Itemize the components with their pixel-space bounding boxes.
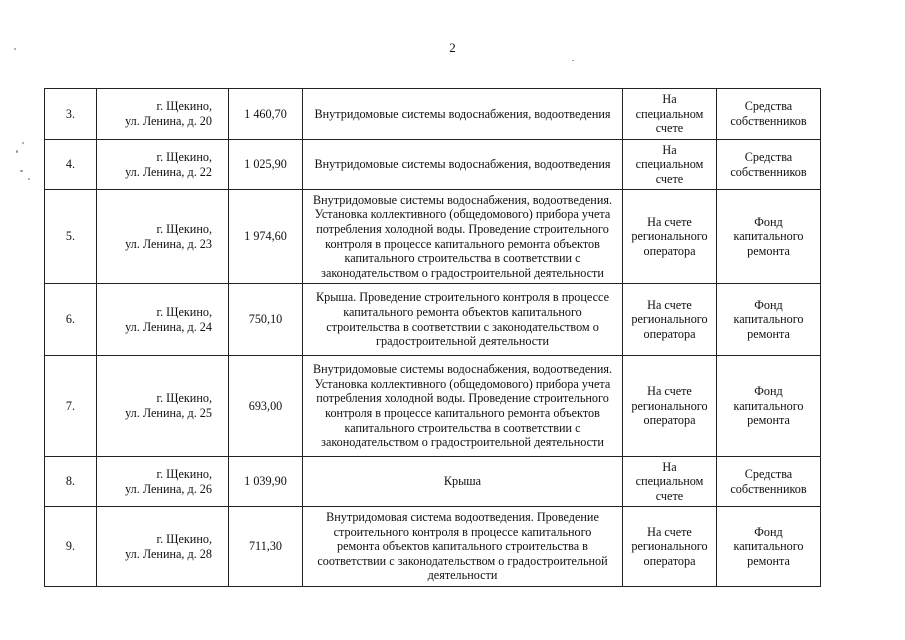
works-cell [303,190,623,284]
funding-source-cell-line: собственников [730,481,807,496]
funding-source-cell-line: собственников [730,114,807,128]
table-body [45,89,821,587]
funding-source-cell [717,190,821,284]
address-cell-line: г. Щекино, [156,149,212,164]
account-cell [623,190,717,284]
funding-source-cell-line: Средства [744,99,793,114]
address-cell-line: ул. Ленина, д. 22 [125,164,212,179]
funding-source-cell-line: Средства [744,466,793,481]
repair-works-table [44,88,821,587]
area-cell: 711,30 [229,507,303,587]
account-cell [623,457,717,507]
address-cell-line: ул. Ленина, д. 28 [125,546,212,561]
funding-source-cell-line: Фонд [754,524,783,539]
account-cell-line: На счете [647,297,692,312]
account-cell-line: счете [655,488,684,503]
account-cell-line: специальном [635,474,704,489]
address-cell-line: г. Щекино, [156,304,212,319]
account-cell-line: регионального [631,229,708,244]
area-cell: 693,00 [229,356,303,457]
works-cell-line: законодательством о градостроительной деятельности [321,265,604,280]
row-number: 3. [45,89,97,140]
account-cell-line: На [662,459,677,474]
address-cell [97,507,229,587]
works-cell-line: Внутридомовые системы водоснабжения, водоотведения. [313,362,612,377]
area-cell: 1 974,60 [229,190,303,284]
account-cell-line: оператора [643,326,696,341]
address-cell-line: ул. Ленина, д. 26 [125,481,212,496]
address-cell [97,457,229,507]
account-cell-line: На счете [647,524,692,539]
area-cell: 1 039,90 [229,457,303,507]
address-cell [97,89,229,140]
account-cell-line: регионального [631,398,708,413]
table-row [45,284,821,356]
account-cell-line: оператора [643,553,696,568]
funding-source-cell [717,284,821,356]
works-cell-line: деятельности [427,568,498,583]
funding-source-cell-line: собственников [730,164,807,179]
funding-source-cell-line: ремонта [747,326,790,341]
account-cell-line: счете [655,171,684,186]
works-cell-line: Крыша [443,474,482,489]
funding-source-cell-line: ремонта [747,243,790,258]
address-cell-line: ул. Ленина, д. 20 [125,114,212,128]
address-cell-line: г. Щекино, [156,221,212,236]
works-cell-line: градостроительной деятельности [375,334,550,349]
table-row [45,457,821,507]
funding-source-cell-line: Средства [744,149,793,164]
area-cell: 1 025,90 [229,140,303,190]
account-cell-line: На счете [647,214,692,229]
works-cell-line: потребления холодной воды. Проведение строительного [316,221,609,236]
address-cell [97,284,229,356]
funding-source-cell-line: Фонд [754,297,783,312]
works-cell [303,284,623,356]
address-cell-line: г. Щекино, [156,531,212,546]
address-cell-line: ул. Ленина, д. 23 [125,236,212,251]
address-cell [97,190,229,284]
row-number: 6. [45,284,97,356]
works-cell-line: соответствии с законодательством о градостроительной [317,553,608,568]
table-row [45,140,821,190]
address-cell [97,356,229,457]
works-cell-line: Внутридомовые системы водоснабжения, водоотведения. [313,192,612,207]
funding-source-cell [717,140,821,190]
funding-source-cell-line: ремонта [747,553,790,568]
funding-source-cell-line: капитального [733,312,804,327]
works-cell-line: Установка коллективного (общедомового) прибора учета [314,376,611,391]
funding-source-cell-line: капитального [733,229,804,244]
account-cell-line: На счете [647,384,692,399]
works-cell-line: строительного контроля в процессе капитального [333,524,592,539]
account-cell [623,140,717,190]
account-cell [623,89,717,140]
works-cell-line: капитального строительства в соответствии с [344,420,581,435]
works-cell-line: капитального ремонта объектов капитального [343,304,582,319]
account-cell-line: счете [655,121,684,136]
address-cell [97,140,229,190]
account-cell-line: регионального [631,312,708,327]
account-cell-line: регионального [631,539,708,554]
funding-source-cell [717,457,821,507]
funding-source-cell-line: ремонта [747,413,790,428]
area-cell: 1 460,70 [229,89,303,140]
works-cell-line: ремонта объектов капитального строительства в [337,539,588,554]
funding-source-cell-line: капитального [733,539,804,554]
address-cell-line: ул. Ленина, д. 24 [125,319,212,334]
funding-source-cell-line: капитального [733,398,804,413]
works-cell-line: Внутридомовые системы водоснабжения, водоотведения [314,106,611,121]
works-cell [303,507,623,587]
row-number: 9. [45,507,97,587]
table-row [45,356,821,457]
funding-source-cell-line: Фонд [754,214,783,229]
account-cell-line: оператора [643,243,696,258]
works-cell-line: Установка коллективного (общедомового) прибора учета [314,207,611,222]
address-cell-line: г. Щекино, [156,466,212,481]
account-cell [623,507,717,587]
account-cell [623,284,717,356]
works-cell [303,356,623,457]
table-row [45,190,821,284]
row-number: 8. [45,457,97,507]
account-cell-line: На [662,142,677,157]
works-cell-line: контроля в процессе капитального ремонта объектов [325,406,600,420]
works-cell-line: строительства в соответствии с законодательством о [326,319,599,334]
account-cell-line: оператора [643,413,696,428]
row-number: 7. [45,356,97,457]
works-cell-line: Внутридомовые системы водоснабжения, водоотведения [314,157,611,172]
works-cell-line: потребления холодной воды. Проведение строительного [316,391,609,406]
funding-source-cell [717,356,821,457]
account-cell-line: специальном [635,106,704,121]
works-cell [303,457,623,507]
row-number: 4. [45,140,97,190]
page-number: 2 [449,40,456,55]
works-cell-line: капитального строительства в соответствии с [344,251,581,266]
account-cell [623,356,717,457]
works-cell-line: контроля в процессе капитального ремонта объектов [325,236,600,251]
works-cell-line: законодательством о градостроительной деятельности [321,435,604,450]
works-cell [303,89,623,140]
address-cell-line: ул. Ленина, д. 25 [125,406,212,420]
area-cell: 750,10 [229,284,303,356]
funding-source-cell [717,507,821,587]
works-cell-line: Крыша. Проведение строительного контроля в процессе [315,290,610,305]
table-row [45,507,821,587]
funding-source-cell-line: Фонд [754,384,783,399]
account-cell-line: На [662,92,677,107]
table-row [45,89,821,140]
row-number: 5. [45,190,97,284]
works-cell [303,140,623,190]
account-cell-line: специальном [635,157,704,172]
address-cell-line: г. Щекино, [156,99,212,114]
funding-source-cell [717,89,821,140]
works-cell-line: Внутридомовая система водоотведения. Проведение [326,510,599,525]
address-cell-line: г. Щекино, [156,391,212,406]
